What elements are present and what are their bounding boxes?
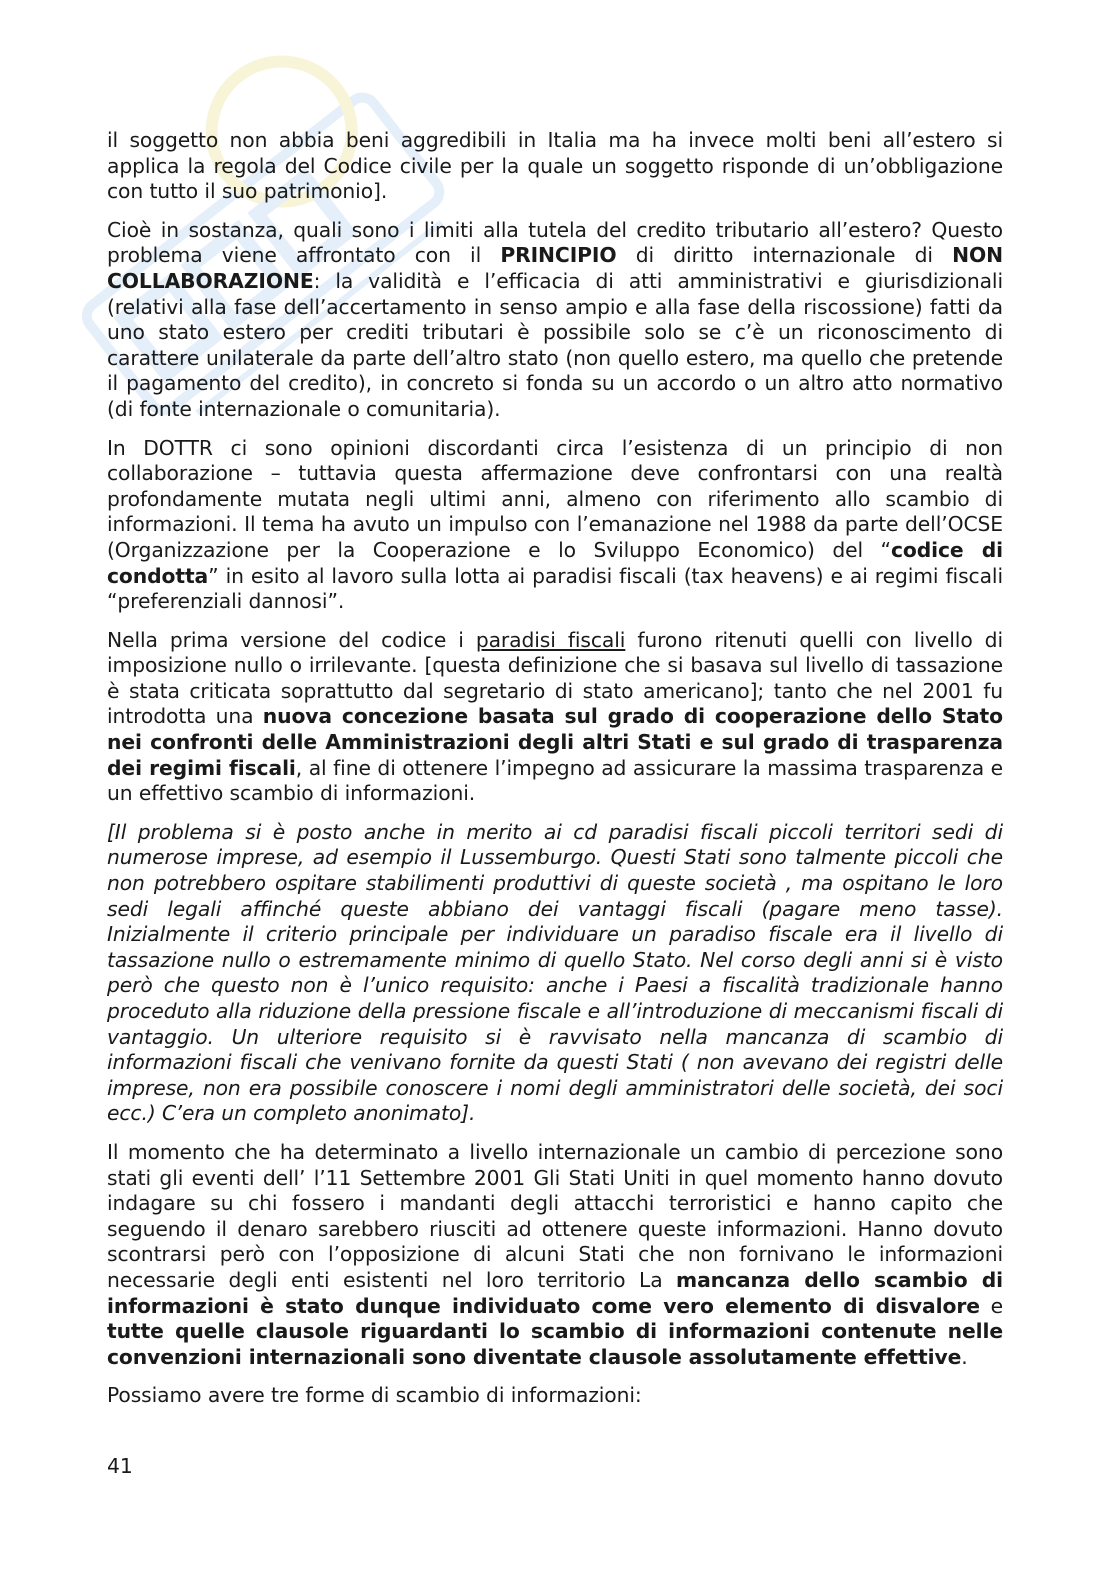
paragraph-6-text-a: Il momento che ha determinato a livello internazionale un cambio di percezione sono stati gli eventi dell’ l’11 Settembre 2001 Gli Stati Uniti in quel momento hanno dovuto indagare su chi fossero i mandanti degli attacchi terroristici e hanno capito che seguendo il denaro sarebbero riusciti ad ottenere queste informazioni. Hanno dovuto scontrarsi però con l’opposizione di alcuni Stati che non fornivano le informazioni necessarie degli enti esistenti nel loro territorio La xyxy=(107,1139,1003,1292)
document-body xyxy=(107,128,1003,1422)
bold-nuova-concezione: nuova concezione basata sul grado di cooperazione dello Stato nei confronti delle Amministrazioni degli altri Stati e sul grado di trasparenza dei regimi fiscali xyxy=(107,704,1003,780)
paragraph-5 xyxy=(107,820,1003,1127)
bold-clausole-effettive: tutte quelle clausole riguardanti lo scambio di informazioni contenute nelle convenzioni internazionali sono diventate clausole assolutamente effettive xyxy=(107,1319,1003,1369)
paragraph-1 xyxy=(107,128,1003,205)
paragraph-4-text-e: , al fine di ottenere l’impegno ad assicurare la massima trasparenza e un effettivo scambio di informazioni. xyxy=(107,755,1003,806)
paragraph-2-text-e: : la validità e l’efficacia di atti amministrativi e giurisdizionali (relativi alla fase dell’accertamento in senso ampio e alla fase della riscossione) fatti da uno stato estero per crediti tributari è possibile solo se c’è un riconoscimento di carattere unilaterale da parte dell’altro stato (non quello estero, ma quello che pretende il pagamento del credito), in concreto si fonda su un accordo o un altro atto normativo (di fonte internazionale o comunitaria). xyxy=(107,268,1003,421)
bold-principio: PRINCIPIO xyxy=(500,243,617,268)
paragraph-2-text-c: di diritto internazionale di xyxy=(616,243,953,268)
bold-mancanza-scambio: mancanza dello scambio di informazioni è stato dunque individuato come vero elemento di disvalore xyxy=(107,1267,1003,1318)
bold-non-collaborazione: NON COLLABORAZIONE xyxy=(107,243,1003,293)
paragraph-3-text-c: ” in esito al lavoro sulla lotta ai paradisi fiscali (tax heavens) e ai regimi fiscali “preferenziali dannosi”. xyxy=(107,563,1003,614)
bold-codice-di-condotta: codice di condotta xyxy=(107,537,1003,588)
paragraph-1-text: il soggetto non abbia beni aggredibili in Italia ma ha invece molti beni all’estero si applica la regola del Codice civile per la quale un soggetto risponde di un’obbligazione con tutto il suo patrimonio]. xyxy=(107,128,1003,204)
paragraph-3-text-a: In DOTTR ci sono opinioni discordanti circa l’esistenza di un principio di non collaborazione – tuttavia questa affermazione deve confrontarsi con una realtà profondamente mutata negli ultimi anni, almeno con riferimento allo scambio di informazioni. Il tema ha avuto un impulso con l’emanazione nel 1988 da parte dell’OCSE (Organizzazione per la Cooperazione e lo Sviluppo Economico) del “ xyxy=(107,435,1003,562)
paragraph-4-text-a: Nella prima versione del codice i xyxy=(107,627,476,652)
paragraph-7 xyxy=(107,1383,1003,1409)
underlined-paradisi-fiscali: paradisi fiscali xyxy=(475,627,626,652)
paragraph-6-text-e: . xyxy=(961,1344,968,1369)
paragraph-6 xyxy=(107,1140,1003,1370)
italic-note-paragraph: [Il problema si è posto anche in merito ai cd paradisi fiscali piccoli territori sedi di numerose imprese, ad esempio il Lussemburgo. Questi Stati sono talmente piccoli che non potrebbero ospitare stabilimenti produttivi di queste società , ma ospitano le loro sedi legali affinché queste abbiano dei vantaggi fiscali (pagare meno tasse). Inizialmente il criterio principale per individuare un paradiso fiscale era il livello di tassazione nullo o estremamente minimo di quello Stato. Nel corso degli anni si è visto però che questo non è l’unico requisito: anche i Paesi a fiscalità tradizionale hanno proceduto alla riduzione della pressione fiscale e all’introduzione di meccanismi fiscali di vantaggio. Un ulteriore requisito si è ravvisato nella mancanza di scambio di informazioni fiscali che venivano fornite da questi Stati ( non avevano dei registri delle imprese, non era possibile conoscere i nomi degli amministratori delle società, dei soci ecc.) C’era un completo anonimato]. xyxy=(107,819,1003,1126)
paragraph-3 xyxy=(107,436,1003,615)
paragraph-2-text-a: Cioè in sostanza, quali sono i limiti alla tutela del credito tributario all’estero? Questo problema viene affrontato con il xyxy=(107,217,1003,268)
paragraph-6-text-c: e xyxy=(979,1293,1003,1318)
paragraph-2 xyxy=(107,218,1003,423)
paragraph-4 xyxy=(107,628,1003,807)
paragraph-4-text-c: furono ritenuti quelli con livello di imposizione nullo o irrilevante. [questa definizione che si basava sul livello di tassazione è stata criticata soprattutto dal segretario di stato americano]; tanto che nel 2001 fu introdotta una xyxy=(107,627,1003,729)
paragraph-7-text: Possiamo avere tre forme di scambio di informazioni: xyxy=(107,1383,642,1408)
page-number: 41 xyxy=(107,1454,133,1478)
